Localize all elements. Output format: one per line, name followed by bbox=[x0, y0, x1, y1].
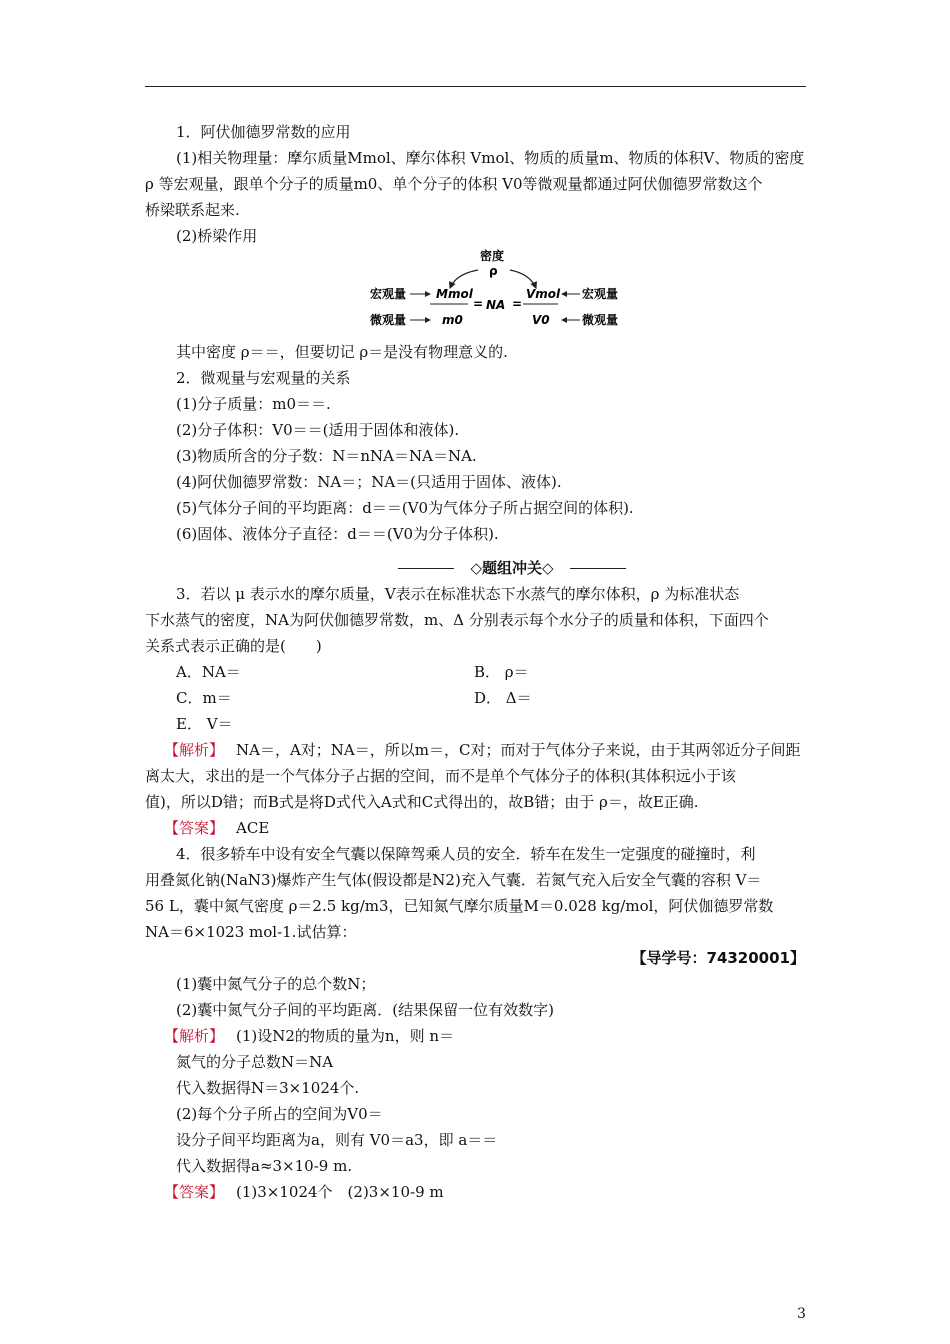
sec2-item: (6)固体、液体分子直径：d＝＝(V0为分子体积). bbox=[176, 525, 499, 543]
diagram-micro-left: 微观量 bbox=[370, 313, 407, 327]
q4-line: NA＝6×1023 mol-1.试估算： bbox=[145, 923, 357, 941]
diagram-rho-label: ρ bbox=[489, 264, 498, 278]
sec2-heading: 2．微观量与宏观量的关系 bbox=[176, 369, 351, 387]
sec2-item: (3)物质所含的分子数：N＝nNA＝NA＝NA. bbox=[176, 447, 477, 465]
q3-option-b: B． ρ＝ bbox=[474, 663, 529, 681]
q4-line: 4．很多轿车中设有安全气囊以保障驾乘人员的安全．轿车在发生一定强度的碰撞时，利 bbox=[176, 845, 756, 863]
diagram-macro-left: 宏观量 bbox=[370, 287, 407, 301]
q3-answer: ACE bbox=[236, 819, 270, 837]
q3-option-c: C．m＝ bbox=[176, 689, 232, 707]
q4-answer: (1)3×1024个 (2)3×10-9 m bbox=[236, 1183, 444, 1201]
q4-analysis-line bbox=[164, 1026, 454, 1046]
q4-analysis-line: 氮气的分子总数N＝NA bbox=[176, 1053, 334, 1071]
sec1-bridge-heading: (2)桥梁作用 bbox=[176, 227, 258, 245]
sec1-para-line: (1)相关物理量：摩尔质量Mmol、摩尔体积 Vmol、物质的质量m、物质的体积V、物质的密度 bbox=[176, 149, 805, 167]
q4-analysis-line: (2)每个分子所占的空间为V0＝ bbox=[176, 1105, 383, 1123]
q4-sub-question: (1)囊中氮气分子的总个数N； bbox=[176, 975, 376, 993]
q3-answer-line bbox=[164, 818, 269, 838]
q4-answer-line bbox=[164, 1182, 444, 1202]
page-number: 3 bbox=[797, 1306, 806, 1322]
q4-analysis-tag: 【解析】 bbox=[164, 1027, 225, 1045]
q3-analysis-text: NA＝，A对；NA＝，所以m＝，C对；而对于气体分子来说，由于其两邻近分子间距 bbox=[236, 741, 801, 759]
q4-line: 56 L，囊中氮气密度 ρ＝2.5 kg/m3，已知氮气摩尔质量M＝0.028 kg/mol，阿伏伽德罗常数 bbox=[145, 897, 774, 915]
sec1-para-line: ρ 等宏观量，跟单个分子的质量m0、单个分子的体积 V0等微观量都通过阿伏伽德罗常数这个 bbox=[145, 175, 763, 193]
sec2-item: (2)分子体积：V0＝＝(适用于固体和液体). bbox=[176, 421, 460, 439]
guide-number: 【导学号：74320001】 bbox=[631, 949, 805, 967]
diagram-eq-left: = bbox=[473, 297, 484, 311]
q3-analysis-tag: 【解析】 bbox=[164, 741, 225, 759]
q4-answer-tag: 【答案】 bbox=[164, 1183, 225, 1201]
q3-line: 3．若以 μ 表示水的摩尔质量，V表示在标准状态下水蒸气的摩尔体积，ρ 为标准状态 bbox=[176, 585, 740, 603]
diagram-density-label: 密度 bbox=[480, 249, 505, 263]
divider-rule-right bbox=[570, 568, 626, 569]
diagram-vmol: Vmol bbox=[526, 287, 561, 301]
diagram-mmol: Mmol bbox=[436, 287, 473, 301]
q4-analysis-line: 代入数据得a≈3×10-9 m. bbox=[176, 1157, 353, 1175]
sec1-para-line: 桥梁联系起来. bbox=[145, 201, 240, 219]
diagram-m0: m0 bbox=[442, 313, 463, 327]
q3-option-d: D． Δ＝ bbox=[474, 689, 532, 707]
sec2-item: (5)气体分子间的平均距离：d＝＝(V0为气体分子所占据空间的体积). bbox=[176, 499, 634, 517]
header-rule bbox=[145, 86, 806, 87]
divider-title: ◇题组冲关◇ bbox=[470, 559, 554, 577]
q3-line: 关系式表示正确的是( ) bbox=[145, 637, 322, 655]
sec2-item: (4)阿伏伽德罗常数：NA＝；NA＝(只适用于固体、液体). bbox=[176, 473, 562, 491]
section-divider bbox=[398, 558, 626, 578]
q3-answer-tag: 【答案】 bbox=[164, 819, 225, 837]
q4-analysis-line: 设分子间平均距离为a，则有 V0＝a3，即 a＝＝ bbox=[176, 1131, 498, 1149]
diagram-micro-right: 微观量 bbox=[582, 313, 619, 327]
diagram-macro-right: 宏观量 bbox=[582, 287, 619, 301]
diagram-na: NA bbox=[486, 298, 506, 312]
q3-line: 下水蒸气的密度，NA为阿伏伽德罗常数，m、Δ 分别表示每个水分子的质量和体积，下面四个 bbox=[145, 611, 769, 629]
q3-option-e: E． V＝ bbox=[176, 715, 233, 733]
diagram-eq-right: = bbox=[512, 297, 523, 311]
sec1-heading: 1．阿伏伽德罗常数的应用 bbox=[176, 123, 351, 141]
q3-analysis-line: 值)，所以D错；而B式是将D式代入A式和C式得出的，故B错；由于 ρ＝，故E正确. bbox=[145, 793, 699, 811]
q4-line: 用叠氮化钠(NaN3)爆炸产生气体(假设都是N2)充入气囊．若氮气充入后安全气囊的容积 V＝ bbox=[145, 871, 762, 889]
q3-analysis-line: 离太大，求出的是一个气体分子占据的空间，而不是单个气体分子的体积(其体积远小于该 bbox=[145, 767, 736, 785]
q4-analysis-line: 代入数据得N＝3×1024个. bbox=[176, 1079, 360, 1097]
density-note: 其中密度 ρ＝＝，但要切记 ρ＝是没有物理意义的. bbox=[176, 343, 508, 361]
bridge-diagram bbox=[370, 248, 620, 330]
q4-analysis-text: (1)设N2的物质的量为n，则 n＝ bbox=[236, 1027, 455, 1045]
q4-sub-question: (2)囊中氮气分子间的平均距离．(结果保留一位有效数字) bbox=[176, 1001, 554, 1019]
q3-option-a: A．NA＝ bbox=[176, 663, 241, 681]
sec2-item: (1)分子质量：m0＝＝. bbox=[176, 395, 331, 413]
q3-analysis-line bbox=[164, 740, 800, 760]
diagram-v0: V0 bbox=[532, 313, 550, 327]
